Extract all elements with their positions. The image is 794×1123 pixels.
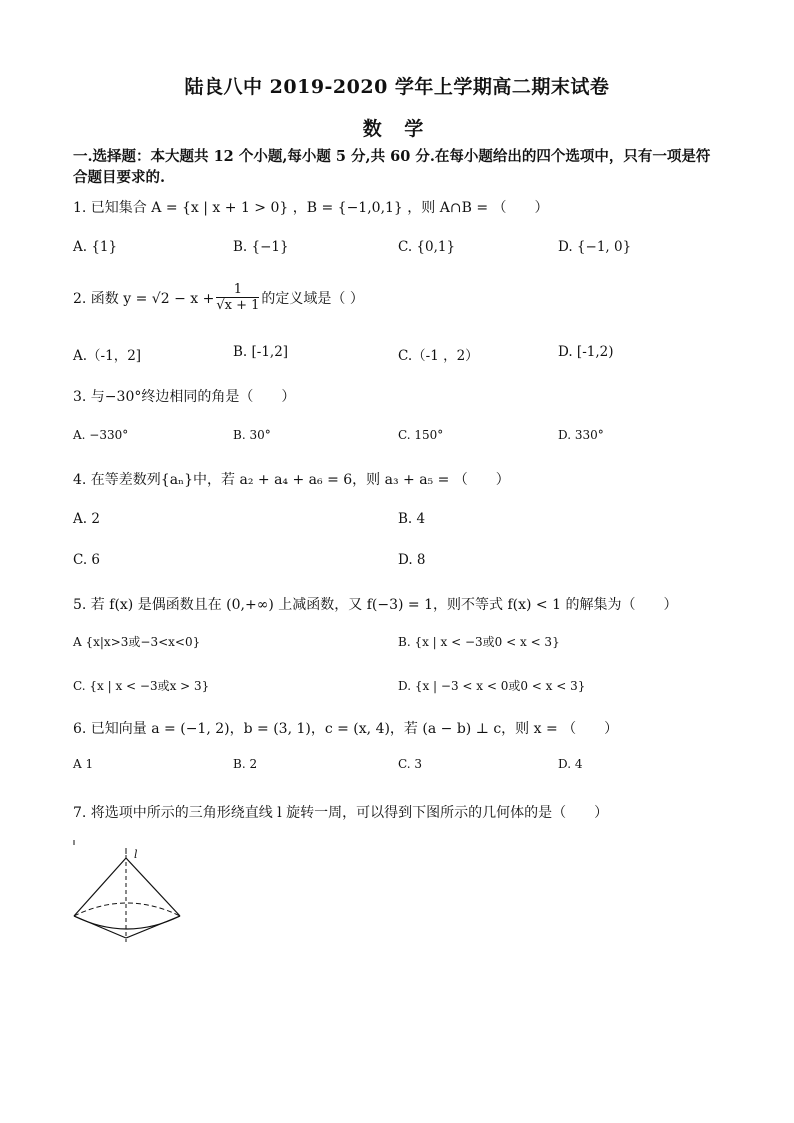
page-title: 陆良八中 2019-2020 学年上学期高二期末试卷 xyxy=(184,76,610,98)
question-4-option-a: A. 2 xyxy=(73,511,100,527)
question-5-option-c: C. {x | x < −3或x > 3} xyxy=(73,679,210,693)
question-1-stem: 1. 已知集合 A = {x | x + 1 > 0} ，B = {−1,0,1} ，则 A∩B = （ ） xyxy=(73,200,549,216)
question-5-option-d: D. {x | −3 < x < 0或0 < x < 3} xyxy=(398,679,586,693)
upper-cone-left-edge xyxy=(74,858,126,916)
question-2-option-c: C.（-1 ，2） xyxy=(398,348,479,364)
question-6-option-b: B. 2 xyxy=(233,757,258,771)
upper-cone-right-edge xyxy=(126,858,180,916)
fraction-denominator: √x + 1 xyxy=(216,298,260,313)
question-2-stem xyxy=(73,282,364,314)
question-1-option-a: A. {1} xyxy=(73,239,118,255)
question-5-option-a: A {x|x>3或−3<x<0} xyxy=(73,635,201,649)
question-1-option-c: C. {0,1} xyxy=(398,239,456,255)
question-4-option-c: C. 6 xyxy=(73,552,101,568)
question-6-option-c: C. 3 xyxy=(398,757,423,771)
fraction-numerator: 1 xyxy=(216,282,259,298)
axis-label: l xyxy=(134,848,138,861)
question-4-option-d: D. 8 xyxy=(398,552,426,568)
question-2-option-a: A.（-1，2] xyxy=(73,348,142,364)
question-3-stem: 3. 与−30°终边相同的角是（ ） xyxy=(73,389,296,405)
section-instructions: 一.选择题：本大题共 12 个小题,每小题 5 分,共 60 分.在每小题给出的四个选项中，只有一项是符合题目要求的. xyxy=(73,148,711,186)
question-2-option-b: B. [-1,2] xyxy=(233,344,289,360)
question-6-option-a: A 1 xyxy=(73,757,94,771)
question-4-option-b: B. 4 xyxy=(398,511,426,527)
lower-cone-left-edge xyxy=(74,916,126,938)
question-3-option-d: D. 330° xyxy=(558,428,604,442)
question-1-option-b: B. {−1} xyxy=(233,239,289,255)
question-2-stem-suffix: 的定义域是（ ） xyxy=(261,291,364,307)
question-2-option-d: D. [-1,2) xyxy=(558,344,614,360)
question-3-option-c: C. 150° xyxy=(398,428,444,442)
question-5-stem: 5. 若 f(x) 是偶函数且在 (0,+∞) 上减函数，又 f(−3) = 1，则不等式 f(x) < 1 的解集为（ ） xyxy=(73,597,678,613)
question-1-option-d: D. {−1, 0} xyxy=(558,239,632,255)
lower-cone-right-edge xyxy=(126,916,180,938)
double-cone-figure xyxy=(70,840,190,954)
question-6-option-d: D. 4 xyxy=(558,757,583,771)
question-3-option-b: B. 30° xyxy=(233,428,271,442)
base-ellipse-back xyxy=(74,903,180,916)
subject-title: 数 学 xyxy=(362,118,432,140)
question-2-stem-prefix: 2. 函数 y = √2 − x + xyxy=(73,291,215,307)
question-6-stem: 6. 已知向量 a = (−1, 2)，b = (3, 1)，c = (x, 4)，若 (a − b) ⊥ c，则 x = （ ） xyxy=(73,721,619,737)
question-2-fraction xyxy=(216,282,259,314)
question-4-stem: 4. 在等差数列{aₙ}中，若 a₂ + a₄ + a₆ = 6，则 a₃ + a₅ = （ ） xyxy=(73,472,510,488)
question-5-option-b: B. {x | x < −3或0 < x < 3} xyxy=(398,635,560,649)
question-7-stem: 7. 将选项中所示的三角形绕直线 l 旋转一周，可以得到下图所示的几何体的是（ ） xyxy=(73,805,609,821)
question-3-option-a: A. −330° xyxy=(73,428,129,442)
